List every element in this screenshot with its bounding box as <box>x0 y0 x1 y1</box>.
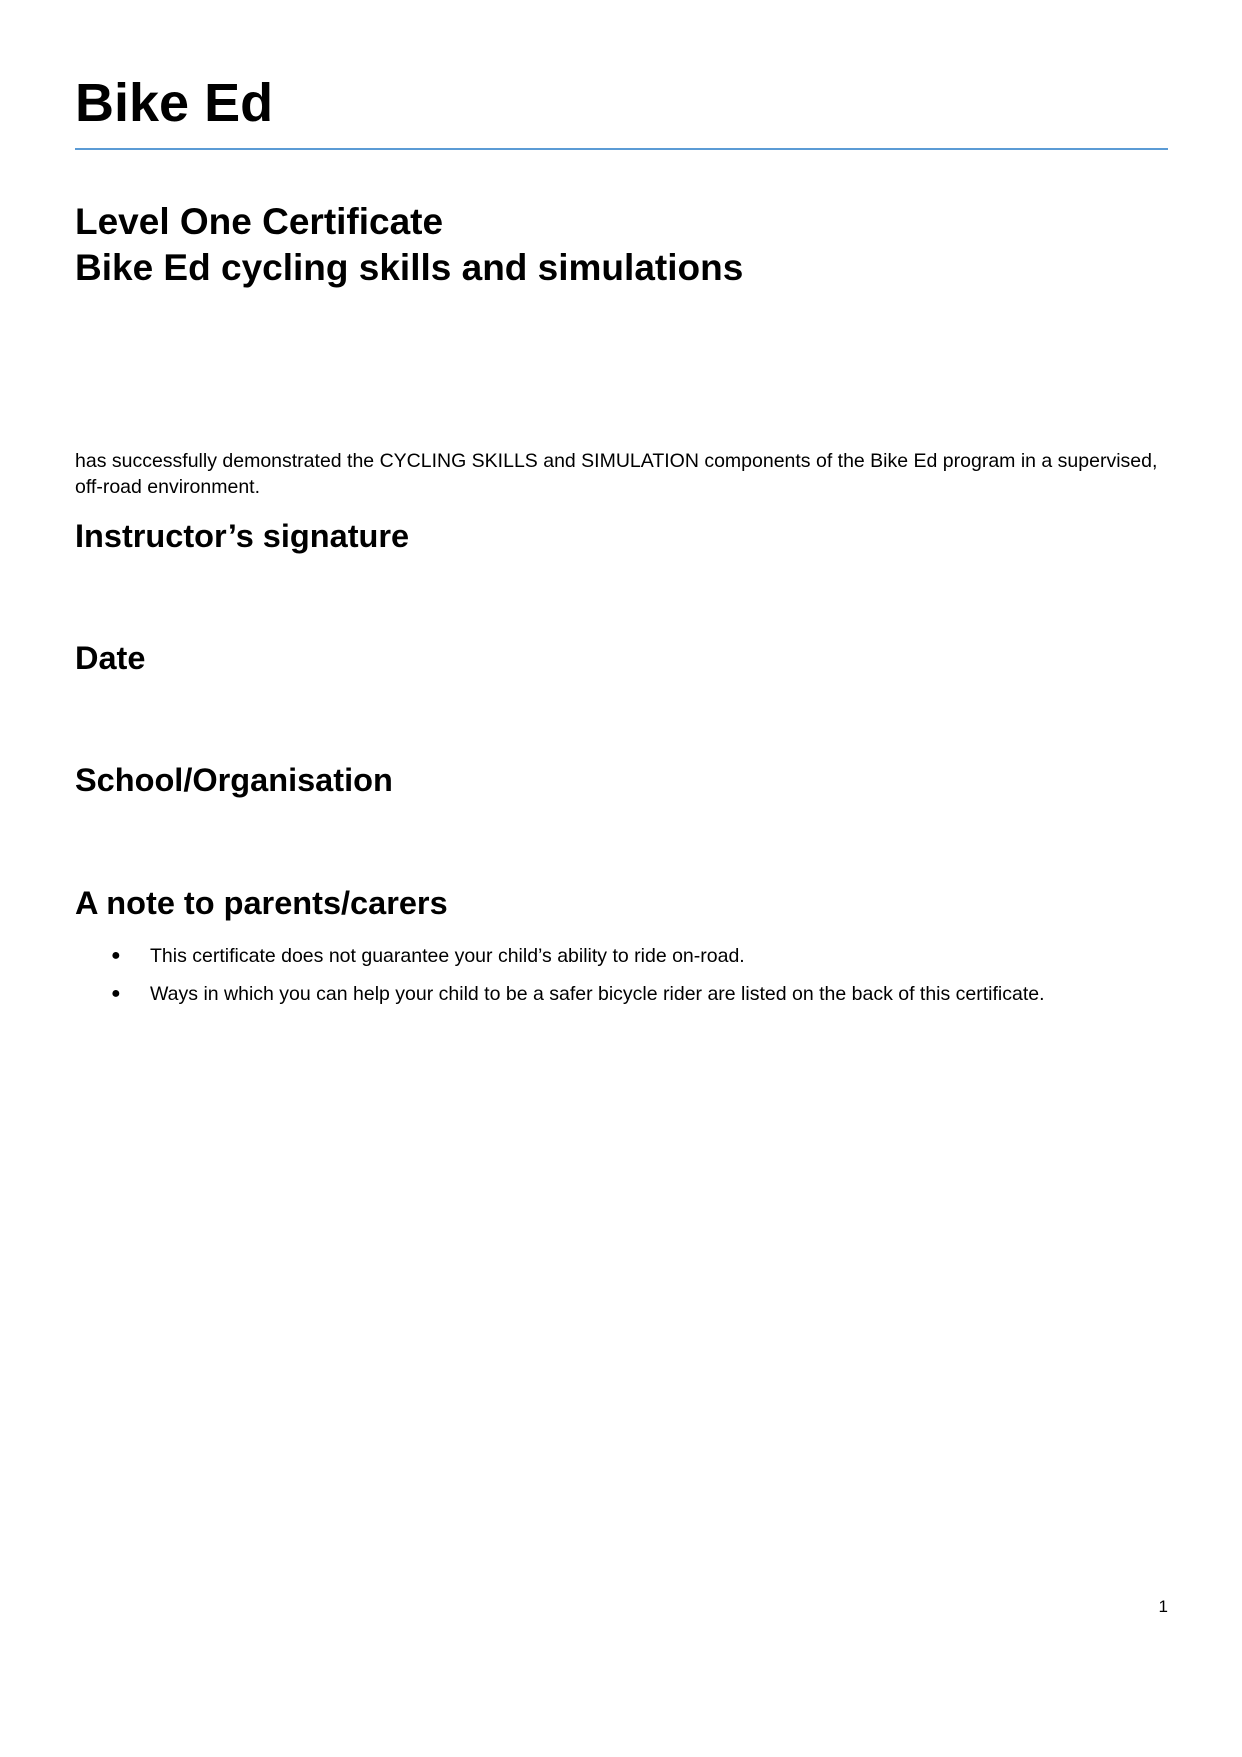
list-item <box>75 981 1175 1007</box>
achievement-statement: has successfully demonstrated the CYCLING SKILLS and SIMULATION components of the Bike Ed program in a supervised, off-road environment. <box>75 450 1158 498</box>
date-heading: Date <box>75 640 146 676</box>
document-title: Bike Ed <box>75 73 274 133</box>
page-number: 1 <box>1158 1597 1168 1616</box>
bullet-icon: ● <box>111 985 121 1002</box>
certificate-program-heading: Bike Ed cycling skills and simulations <box>75 247 744 288</box>
certificate-level-heading: Level One Certificate <box>75 201 444 242</box>
school-organisation-heading: School/Organisation <box>75 762 393 798</box>
title-divider <box>75 148 1168 150</box>
list-item-text: Ways in which you can help your child to be a safer bicycle rider are listed on the back of this certificate. <box>150 983 1045 1005</box>
list-item <box>75 943 1175 969</box>
parents-note-heading: A note to parents/carers <box>75 885 448 921</box>
bullet-icon: ● <box>111 947 121 964</box>
parents-note-list <box>75 943 1175 1019</box>
instructor-signature-heading: Instructor’s signature <box>75 518 410 554</box>
list-item-text: This certificate does not guarantee your child’s ability to ride on-road. <box>150 945 745 967</box>
